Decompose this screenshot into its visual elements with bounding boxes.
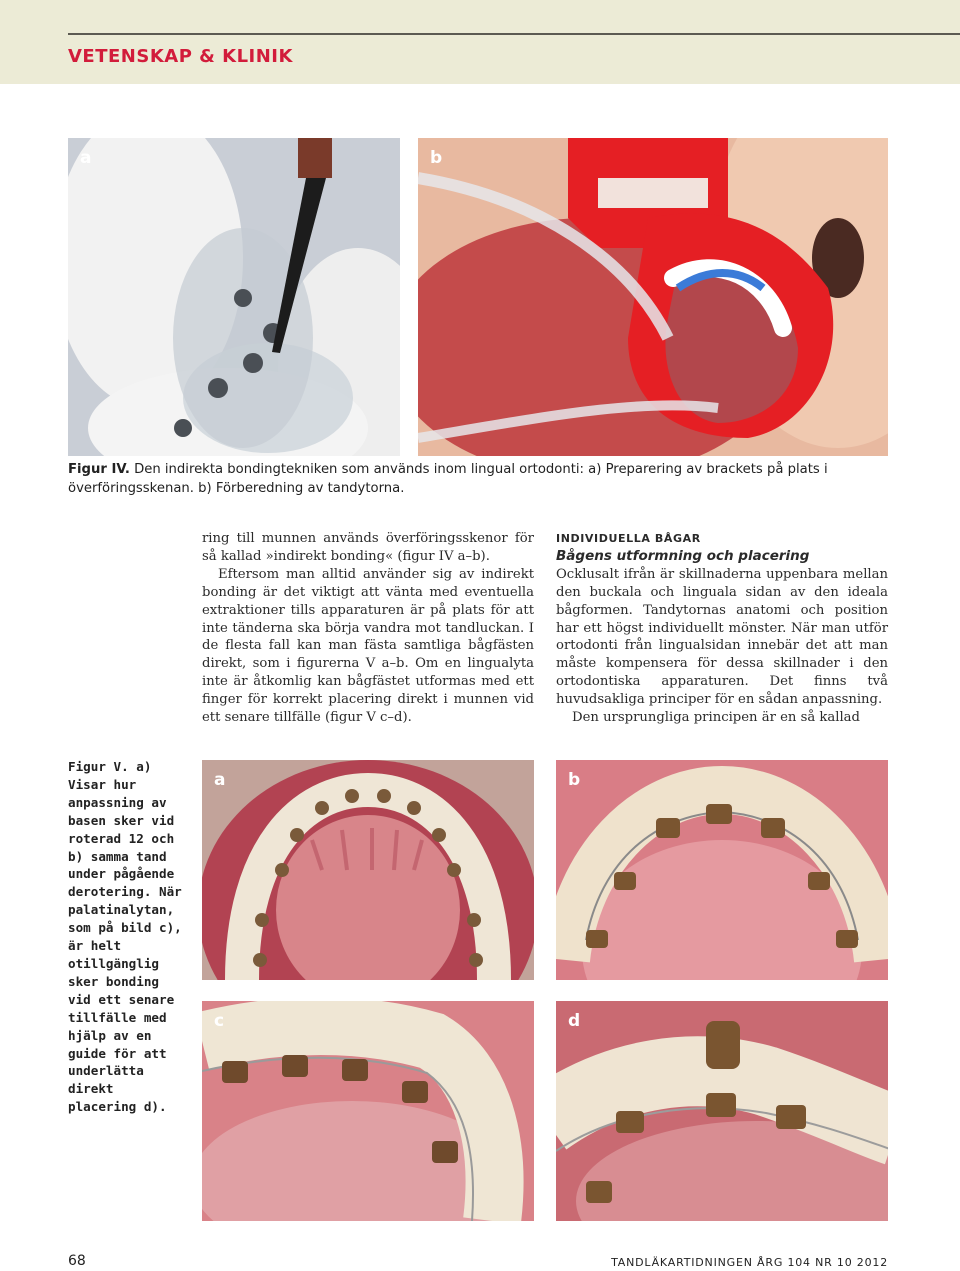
palate-arch-illustration [202,760,534,980]
figure5-caption: Figur V. a) Visar hur anpassning av basen sker vid roterad 12 och b) samma tand under pågående derotering. När palatinalytan, som på bild c), är helt otillgänglig sker bonding vid ett senare tillfälle med hjälp av en guide för att underlätta direkt placering d). [68,759,182,1115]
lingual-brackets-closeup-illustration [556,760,888,980]
column2-paragraph-1: Ocklusalt ifrån är skillnaderna uppenbara mellan den buckala och linguala sidan av den ideala bågformen. Tandytornas anatomi och position har ett högst individuellt mönster. När man utför ortodonti från lingualsidan innebär det att man måste kompensera för dessa skillnader i den ortodontiska apparaturen. Det finns två huvudsakliga principer för en sådan anpassning. [556,566,888,708]
patient-retractor-illustration [418,138,888,456]
body-column-1 [202,530,534,727]
figure5-photo-a [202,760,534,980]
section-kicker: INDIVIDUELLA BÅGAR [556,532,701,545]
header-band [0,0,960,84]
bonding-tray-illustration [68,138,400,456]
bonding-guide-illustration [556,1001,888,1221]
figure4-caption [68,460,888,498]
figure5-photo-c [202,1001,534,1221]
section-subheading: Bågens utformning och placering [556,547,810,564]
figure4-caption-text: Den indirekta bondingtekniken som används inom lingual ortodonti: a) Preparering av brackets på plats i överföringsskenan. b) Förberedning av tandytorna. [68,462,828,496]
figure5-label-d: d [568,1011,581,1031]
figure5-photo-d [556,1001,888,1221]
column1-paragraph-2: Eftersom man alltid använder sig av indirekt bonding är det viktigt att vänta med eventuella extraktioner tills apparaturen är på plats för att inte tänderna ska börja vandra mot tandluckan. I de flesta fall kan man fästa samtliga bågfästen direkt, som i figurerna V a–b. Om en lingualyta inte är åtkomlig kan bågfästet utformas med ett finger för korrekt placering direkt i munnen vid ett senare tillfälle (figur V c–d). [202,566,534,726]
figure4-photo-b [418,138,888,456]
section-label: VETENSKAP & KLINIK [68,46,293,67]
inaccessible-palatal-surface-illustration [202,1001,534,1221]
figure4-label-a: a [80,148,92,168]
body-column-2 [556,530,888,727]
figure4-photo-a [68,138,400,456]
figure5-label-a: a [214,770,226,790]
figure4-label-b: b [430,148,443,168]
figure4-caption-label: Figur IV. [68,462,130,477]
column2-paragraph-2: Den ursprungliga principen är en så kallad [572,710,860,726]
page-number: 68 [68,1253,86,1269]
figure5-photo-b [556,760,888,980]
header-rule [68,33,960,35]
column1-paragraph-1: ring till munnen används överföringsskenor för så kallad »indirekt bonding« (figur IV a–b). [202,531,534,564]
figure5-label-c: c [214,1011,225,1031]
journal-footer: TANDLÄKARTIDNINGEN ÅRG 104 NR 10 2012 [611,1256,888,1269]
figure5-label-b: b [568,770,581,790]
